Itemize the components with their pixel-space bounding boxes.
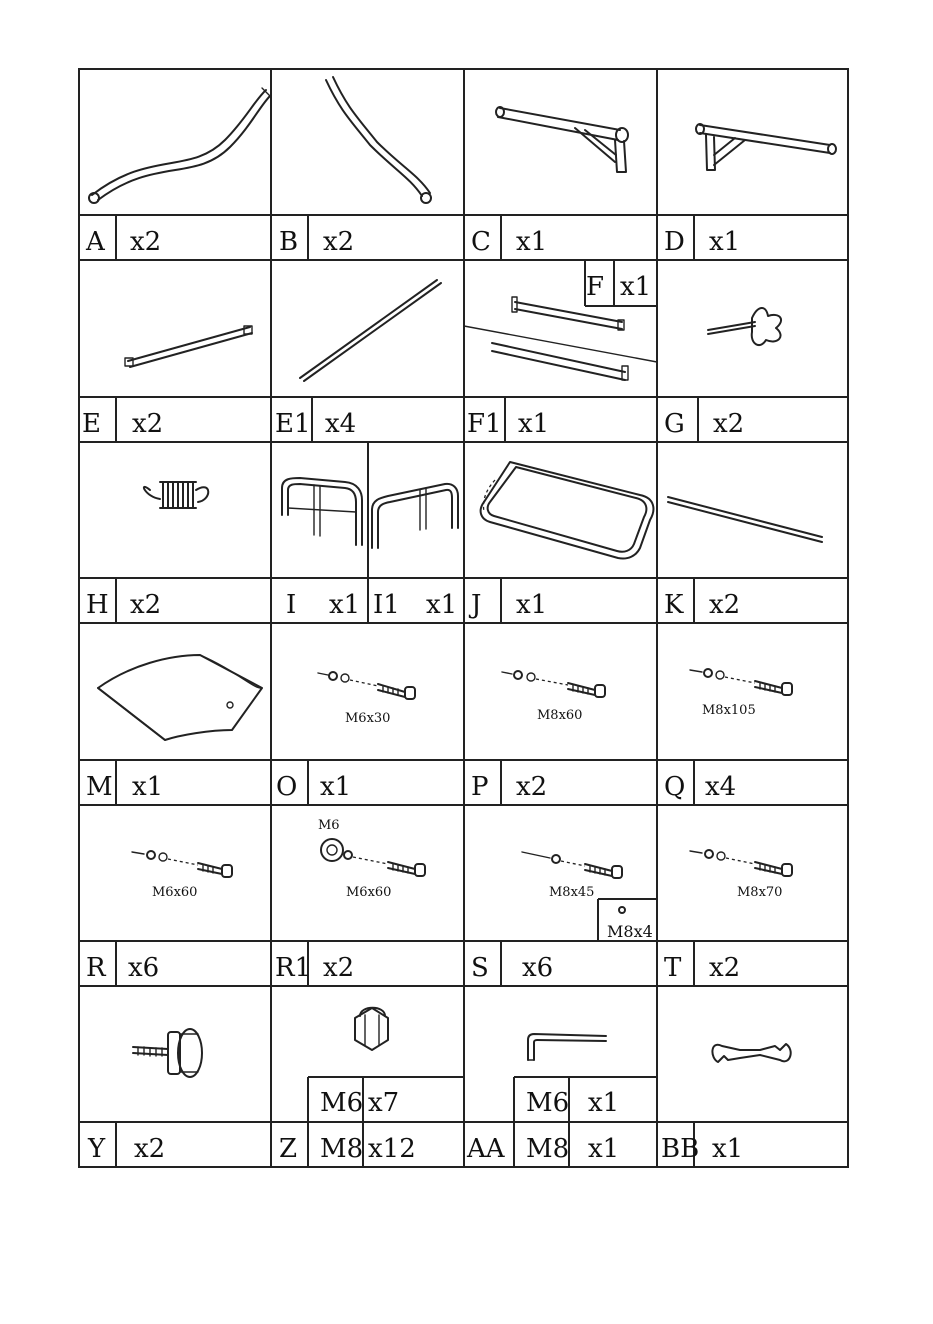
label-aa-size: M8: [526, 1134, 570, 1164]
part-d-drawing: [696, 124, 836, 170]
label-e1-letter: E1: [275, 409, 311, 439]
label-e-letter: E: [82, 409, 101, 439]
label-o-letter: O: [276, 772, 298, 802]
label-p-qty: x2: [516, 772, 548, 802]
label-s-qty: x6: [522, 953, 554, 983]
part-h-drawing: [144, 482, 208, 508]
label-bb-letter: BB: [661, 1134, 700, 1164]
part-aa-drawing: [528, 1034, 606, 1060]
size-q: M8x105: [702, 703, 756, 718]
part-m-drawing: [98, 655, 262, 740]
part-r1-drawing: [321, 839, 425, 876]
label-aa-letter: AA: [467, 1134, 505, 1164]
label-r-letter: R: [86, 953, 106, 983]
size-t: M8x70: [737, 885, 783, 900]
label-g-qty: x2: [713, 409, 745, 439]
label-aa-qty: x1: [588, 1134, 620, 1164]
label-g-letter: G: [664, 409, 685, 439]
label-b-qty: x2: [323, 227, 355, 257]
label-c-qty: x1: [516, 227, 548, 257]
part-bb-drawing: [712, 1044, 790, 1062]
label-i-letter: I: [286, 590, 297, 620]
part-y-drawing: [133, 1029, 202, 1077]
label-a-letter: A: [86, 227, 105, 257]
part-t-drawing: [690, 850, 792, 876]
label-y-qty: x2: [134, 1134, 166, 1164]
label-f-letter: F: [586, 272, 605, 302]
part-k-drawing: [668, 497, 822, 542]
label-j-qty: x1: [516, 590, 548, 620]
label-s-letter: S: [471, 953, 489, 983]
size-r1: M6x60: [346, 885, 392, 900]
part-e1-drawing: [300, 280, 441, 381]
size-o: M6x30: [345, 711, 391, 726]
part-q-drawing: [690, 669, 792, 695]
part-i1-drawing: [372, 484, 458, 548]
label-aa-sub-qty: x1: [588, 1088, 620, 1118]
label-i1-letter: I1: [373, 590, 400, 620]
label-f1-letter: F1: [467, 409, 502, 439]
label-k-qty: x2: [709, 590, 741, 620]
part-g-drawing: [708, 308, 781, 345]
label-aa-sub-size: M6: [526, 1088, 570, 1118]
label-q-letter: Q: [664, 772, 686, 802]
part-j-drawing: [481, 462, 654, 559]
part-z-drawing: [355, 1008, 388, 1050]
size-r1-washer: M6: [318, 818, 340, 833]
part-i-drawing: [282, 478, 362, 545]
label-bb-qty: x1: [712, 1134, 744, 1164]
part-f1-drawing: [492, 343, 628, 380]
label-e-qty: x2: [132, 409, 164, 439]
label-h-qty: x2: [130, 590, 162, 620]
label-i-qty: x1: [329, 590, 361, 620]
size-p: M8x60: [537, 708, 583, 723]
label-o-qty: x1: [320, 772, 352, 802]
part-c-drawing: [496, 107, 628, 172]
part-a-drawing: [89, 88, 270, 203]
label-t-qty: x2: [709, 953, 741, 983]
size-s: M8x45: [549, 885, 595, 900]
part-e-drawing: [125, 326, 252, 367]
label-a-qty: x2: [130, 227, 162, 257]
part-p-drawing: [502, 671, 605, 697]
label-d-qty: x1: [709, 227, 741, 257]
label-m-letter: M: [86, 772, 113, 802]
part-o-drawing: [318, 672, 415, 699]
label-z-qty: x12: [368, 1134, 416, 1164]
label-j-letter: J: [471, 590, 482, 620]
label-c-letter: C: [471, 227, 491, 257]
label-z-sub-size: M6: [320, 1088, 364, 1118]
size-r: M6x60: [152, 885, 198, 900]
size-s-nut: M8x4: [607, 922, 653, 941]
label-z-sub-qty: x7: [368, 1088, 400, 1118]
label-p-letter: P: [471, 772, 489, 802]
part-r-drawing: [132, 851, 232, 877]
part-s-drawing: [522, 852, 625, 913]
label-h-letter: H: [86, 590, 109, 620]
label-z-letter: Z: [279, 1134, 298, 1164]
label-f1-qty: x1: [518, 409, 550, 439]
label-d-letter: D: [664, 227, 685, 257]
label-z-size: M8: [320, 1134, 364, 1164]
label-q-qty: x4: [705, 772, 737, 802]
label-f-qty: x1: [620, 272, 652, 302]
part-b-drawing: [326, 77, 431, 203]
label-m-qty: x1: [132, 772, 164, 802]
label-r-qty: x6: [128, 953, 160, 983]
label-y-letter: Y: [88, 1134, 106, 1164]
label-b-letter: B: [279, 227, 299, 257]
label-r1-letter: R1: [275, 953, 312, 983]
label-r1-qty: x2: [323, 953, 355, 983]
label-k-letter: K: [664, 590, 684, 620]
part-f-drawing: [512, 297, 624, 330]
label-e1-qty: x4: [325, 409, 357, 439]
label-i1-qty: x1: [426, 590, 458, 620]
label-t-letter: T: [664, 953, 682, 983]
